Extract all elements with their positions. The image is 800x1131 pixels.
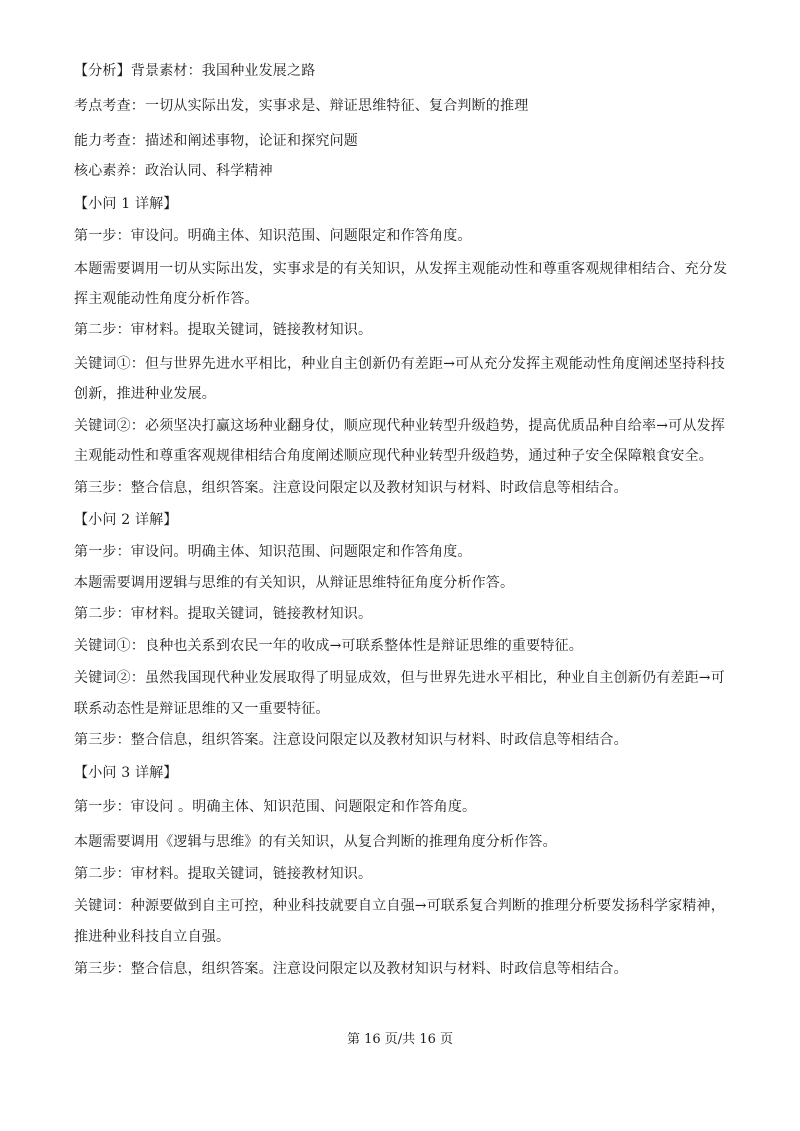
core-literacy: 核心素养：政治认同、科学精神 [74, 163, 273, 179]
q2-keyword2-line2: 联系动态性是辩证思维的又一重要特征。 [74, 701, 330, 717]
q1-step2: 第二步：审材料。提取关键词，链接教材知识。 [74, 322, 373, 338]
q1-knowledge-line2: 挥主观能动性角度分析作答。 [74, 291, 259, 307]
q1-knowledge-line1: 本题需要调用一切从实际出发，实事求是的有关知识，从发挥主观能动性和尊重客观规律相结合、充分发 [74, 261, 728, 277]
q1-heading: 【小问 1 详解】 [74, 196, 178, 212]
q2-step2: 第二步：审材料。提取关键词，链接教材知识。 [74, 606, 373, 622]
exam-points: 考点考查：一切从实际出发，实事求是、辩证思维特征、复合判断的推理 [74, 98, 529, 114]
q3-heading: 【小问 3 详解】 [74, 765, 178, 781]
page-number-footer: 第 16 页/共 16 页 [347, 1032, 453, 1047]
q3-knowledge: 本题需要调用《逻辑与思维》的有关知识，从复合判断的推理角度分析作答。 [74, 834, 557, 850]
q1-step3: 第三步：整合信息，组织答案。注意设问限定以及教材知识与材料、时政信息等相结合。 [74, 480, 628, 496]
ability-points: 能力考查：描述和阐述事物，论证和探究问题 [74, 133, 358, 149]
q1-keyword2-line1: 关键词②：必须坚决打赢这场种业翻身仗，顺应现代种业转型升级趋势，提高优质品种自给率→可从发挥 [74, 418, 725, 434]
q1-keyword2-line2: 主观能动性和尊重客观规律相结合角度阐述顺应现代种业转型升级趋势，通过种子安全保障粮食安全。 [74, 448, 713, 464]
q3-keyword-line1: 关键词：种源要做到自主可控，种业科技就要自立自强→可联系复合判断的推理分析要发扬科学家精神， [74, 898, 725, 914]
q1-step1: 第一步：审设问。明确主体、知识范围、问题限定和作答角度。 [74, 228, 472, 244]
q3-step3: 第三步：整合信息，组织答案。注意设问限定以及教材知识与材料、时政信息等相结合。 [74, 961, 628, 977]
q2-step1: 第一步：审设问。明确主体、知识范围、问题限定和作答角度。 [74, 544, 472, 560]
q2-heading: 【小问 2 详解】 [74, 512, 178, 528]
analysis-heading: 【分析】背景素材：我国种业发展之路 [74, 63, 316, 79]
q2-knowledge: 本题需要调用逻辑与思维的有关知识，从辩证思维特征角度分析作答。 [74, 575, 515, 591]
q3-step2: 第二步：审材料。提取关键词，链接教材知识。 [74, 866, 373, 882]
q3-keyword-line2: 推进种业科技自立自强。 [74, 929, 231, 945]
q2-keyword2-line1: 关键词②：虽然我国现代种业发展取得了明显成效，但与世界先进水平相比，种业自主创新仍有差距→可 [74, 670, 725, 686]
q2-step3: 第三步：整合信息，组织答案。注意设问限定以及教材知识与材料、时政信息等相结合。 [74, 732, 628, 748]
q2-keyword1: 关键词①：良种也关系到农民一年的收成→可联系整体性是辩证思维的重要特征。 [74, 638, 583, 654]
q1-keyword1-line1: 关键词①：但与世界先进水平相比，种业自主创新仍有差距→可从充分发挥主观能动性角度阐述坚持科技 [74, 356, 725, 372]
q3-step1: 第一步：审设问 。明确主体、知识范围、问题限定和作答角度。 [74, 799, 477, 815]
q1-keyword1-line2: 创新，推进种业发展。 [74, 386, 216, 402]
